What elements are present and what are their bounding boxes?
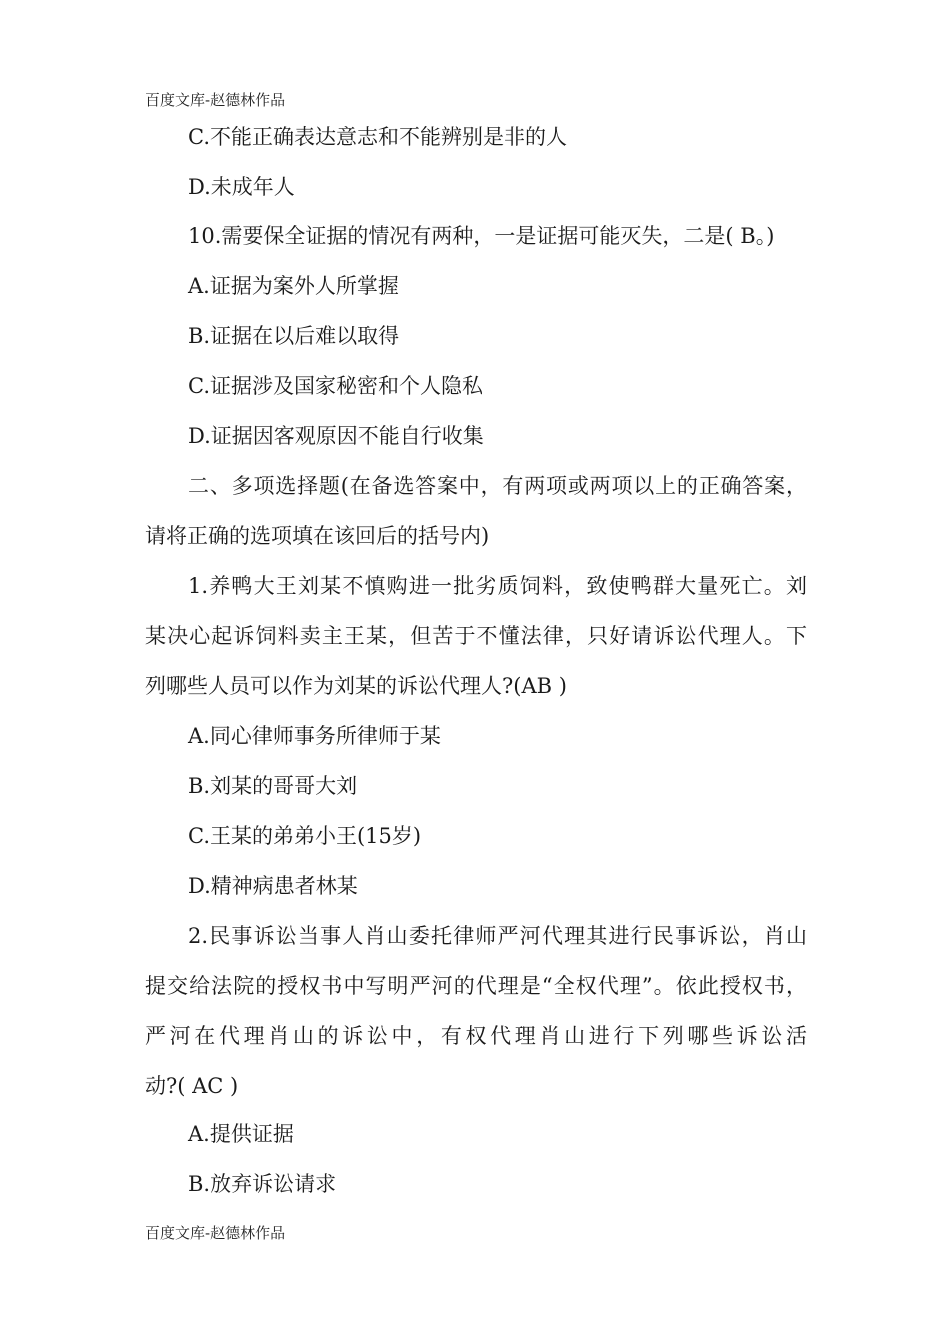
section-heading-continued: 请将正确的选项填在该回后的括号内) (145, 524, 490, 548)
option-b-q1: B.刘某的哥哥大刘 (188, 774, 358, 798)
option-a-q10: A.证据为案外人所掌握 (188, 274, 399, 298)
page-footer: 百度文库-赵德林作品 (145, 1224, 286, 1242)
question-10: 10.需要保全证据的情况有两种，一是证据可能灭失，二是( B。) (188, 224, 775, 248)
option-d-q9: D.未成年人 (188, 175, 295, 199)
section-heading-multiple-choice: 二、多项选择题(在备选答案中，有两项或两项以上的正确答案， (188, 474, 807, 498)
option-a-q1: A.同心律师事务所律师于某 (188, 724, 441, 748)
question-2-line-1: 2.民事诉讼当事人肖山委托律师严河代理其进行民事诉讼，肖山 (188, 924, 807, 948)
option-a-q2: A.提供证据 (188, 1122, 294, 1146)
option-b-q2: B.放弃诉讼请求 (188, 1172, 337, 1196)
question-1-line-1: 1.养鸭大王刘某不慎购进一批劣质饲料，致使鸭群大量死亡。刘 (188, 574, 807, 598)
page-header: 百度文库-赵德林作品 (145, 91, 286, 109)
question-2-line-3: 严河在代理肖山的诉讼中，有权代理肖山进行下列哪些诉讼活 (145, 1024, 807, 1048)
question-1-line-3: 列哪些人员可以作为刘某的诉讼代理人?(AB ) (145, 674, 567, 698)
option-d-q1: D.精神病患者林某 (188, 874, 358, 898)
question-2-line-4: 动?( AC ) (145, 1074, 239, 1098)
question-1-line-2: 某决心起诉饲料卖主王某，但苦于不懂法律，只好请诉讼代理人。下 (145, 624, 807, 648)
option-d-q10: D.证据因客观原因不能自行收集 (188, 424, 484, 448)
option-b-q10: B.证据在以后难以取得 (188, 324, 400, 348)
question-2-line-2: 提交给法院的授权书中写明严河的代理是“全权代理”。依此授权书， (145, 974, 807, 998)
option-c-q10: C.证据涉及国家秘密和个人隐私 (188, 374, 483, 398)
option-c-q1: C.王某的弟弟小王(15岁) (188, 824, 422, 848)
option-c-q9: C.不能正确表达意志和不能辨别是非的人 (188, 125, 567, 149)
